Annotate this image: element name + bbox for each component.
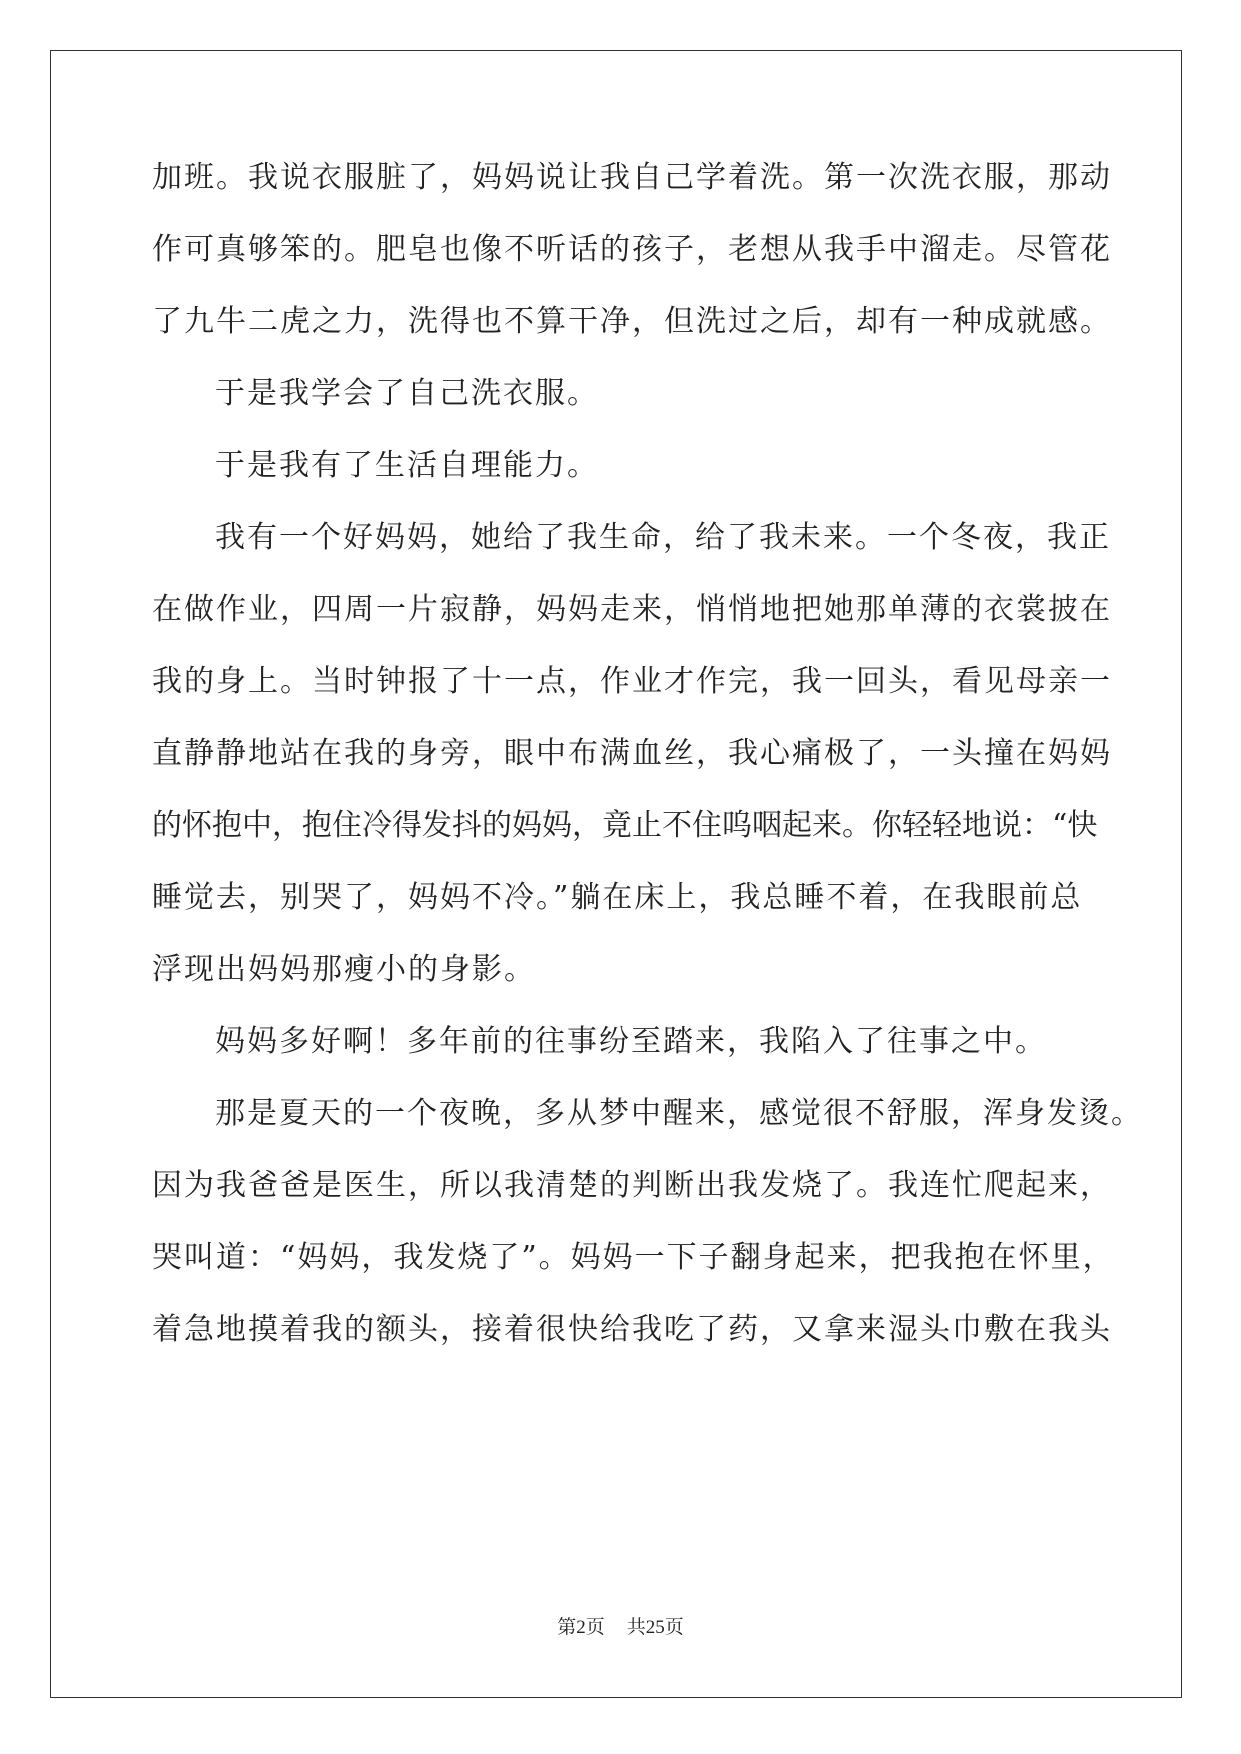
text-line: 妈妈多好啊！多年前的往事纷至踏来，我陷入了往事之中。 — [215, 1024, 1047, 1059]
text-line: 作可真够笨的。肥皂也像不听话的孩子，老想从我手中溜走。尽管花 — [152, 232, 1112, 267]
page-border — [50, 50, 1182, 1698]
text-line: 哭叫道：“妈妈，我发烧了”。妈妈一下子翻身起来，把我抱在怀里， — [152, 1240, 1115, 1275]
text-line: 那是夏天的一个夜晚，多从梦中醒来，感觉很不舒服，浑身发烫。 — [215, 1096, 1143, 1131]
text-line: 的怀抱中，抱住冷得发抖的妈妈，竟止不住呜咽起来。你轻轻地说：“快 — [152, 808, 1098, 843]
text-line: 因为我爸爸是医生，所以我清楚的判断出我发烧了。我连忙爬起来， — [152, 1168, 1112, 1203]
text-line: 我的身上。当时钟报了十一点，作业才作完，我一回头，看见母亲一 — [152, 664, 1112, 699]
text-line: 于是我学会了自己洗衣服。 — [215, 376, 599, 411]
text-line: 浮现出妈妈那瘦小的身影。 — [152, 952, 536, 987]
text-line: 我有一个好妈妈，她给了我生命，给了我未来。一个冬夜，我正 — [215, 520, 1111, 555]
text-line: 直静静地站在我的身旁，眼中布满血丝，我心痛极了，一头撞在妈妈 — [152, 736, 1112, 771]
text-line: 睡觉去，别哭了，妈妈不冷。”躺在床上，我总睡不着，在我眼前总 — [152, 880, 1083, 915]
page-footer — [0, 1616, 1241, 1640]
text-line: 于是我有了生活自理能力。 — [215, 448, 599, 483]
text-line: 在做作业，四周一片寂静，妈妈走来，悄悄地把她那单薄的衣裳披在 — [152, 592, 1112, 627]
text-line: 加班。我说衣服脏了，妈妈说让我自己学着洗。第一次洗衣服，那动 — [152, 160, 1112, 195]
text-line: 着急地摸着我的额头，接着很快给我吃了药，又拿来湿头巾敷在我头 — [152, 1312, 1112, 1347]
page-number: 第2页 — [557, 1617, 605, 1638]
page-total: 共25页 — [626, 1617, 684, 1638]
text-line: 了九牛二虎之力，洗得也不算干净，但洗过之后，却有一种成就感。 — [152, 304, 1112, 339]
